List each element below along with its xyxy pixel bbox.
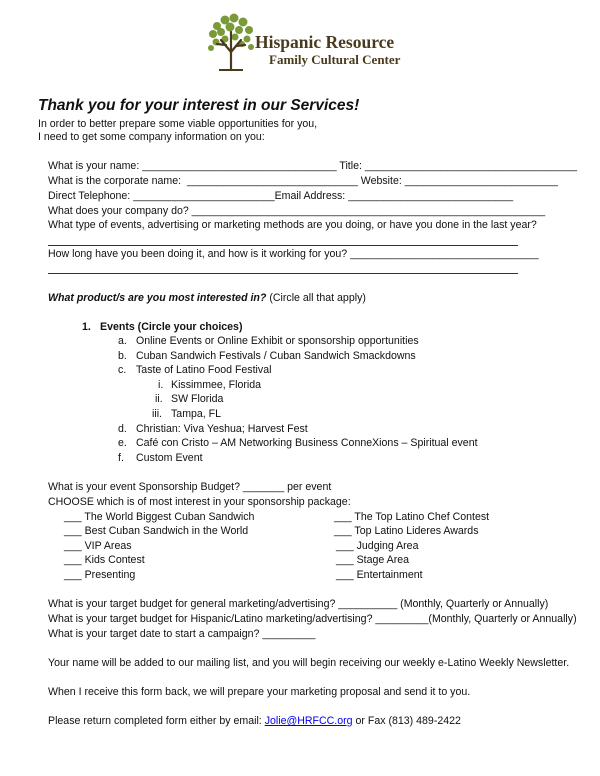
package-option[interactable]: ___ Top Latino Lideres Awards [334, 525, 479, 537]
event-option-tampa[interactable]: Tampa, FL [171, 408, 222, 420]
package-option[interactable]: ___ Judging Area [336, 540, 419, 552]
interest-note: (Circle all that apply) [266, 292, 366, 304]
phone-email-field[interactable]: Direct Telephone: ________________________Email Address: ____________________________ [48, 190, 514, 202]
events-answer-line[interactable] [48, 245, 518, 246]
logo-subtitle: Family Cultural Center [269, 52, 401, 67]
package-option[interactable]: ___ Best Cuban Sandwich in the World [64, 525, 249, 537]
events-question: What type of events, advertising or marketing methods are you doing, or have you done in the last year? [48, 219, 537, 231]
package-option[interactable]: ___ Kids Contest [64, 554, 145, 566]
package-option[interactable]: ___ Stage Area [336, 554, 410, 566]
event-option-taste-latino[interactable]: Taste of Latino Food Festival [136, 364, 272, 376]
event-option-christian[interactable]: Christian: Viva Yeshua; Harvest Fest [136, 423, 308, 435]
sponsorship-choose-label: CHOOSE which is of most interest in your sponsorship package: [48, 496, 351, 508]
return-prefix: Please return completed form either by email: [48, 715, 265, 727]
hispanic-budget-field[interactable]: What is your target budget for Hispanic/Latino marketing/advertising? _________(Monthly, Quarterly or Annually) [48, 613, 577, 625]
intro-line-2: I need to get some company information on you: [38, 131, 265, 143]
events-number: 1. [82, 321, 91, 333]
name-title-field[interactable]: What is your name: _________________________________ Title: ____________________________________ [48, 160, 577, 172]
event-marker-ii: ii. [155, 393, 163, 405]
package-option[interactable]: ___ Presenting [64, 569, 136, 581]
campaign-date-field[interactable]: What is your target date to start a campaign? _________ [48, 628, 316, 640]
event-marker-e: e. [118, 437, 127, 449]
event-option-cafe-con-cristo[interactable]: Café con Cristo – AM Networking Business ConneXions – Spiritual event [136, 437, 478, 449]
how-long-answer-line[interactable] [48, 273, 518, 274]
proposal-note: When I receive this form back, we will prepare your marketing proposal and send it to you. [48, 686, 471, 698]
event-option-online[interactable]: Online Events or Online Exhibit or sponsorship opportunities [136, 335, 419, 347]
event-marker-d: d. [118, 423, 127, 435]
event-marker-f: f. [118, 452, 124, 464]
event-marker-iii: iii. [152, 408, 163, 420]
sponsorship-budget-field[interactable]: What is your event Sponsorship Budget? _______ per event [48, 481, 332, 493]
tree-icon [205, 12, 257, 72]
event-option-sw-florida[interactable]: SW Florida [171, 393, 224, 405]
interest-question-text: What product/s are you most interested in? [48, 292, 267, 304]
event-marker-a: a. [118, 335, 127, 347]
package-option[interactable]: ___ The Top Latino Chef Contest [334, 511, 490, 523]
package-option[interactable]: ___ The World Biggest Cuban Sandwich [64, 511, 255, 523]
return-instructions [48, 715, 461, 728]
intro-line-1: In order to better prepare some viable opportunities for you, [38, 118, 318, 130]
page-title: Thank you for your interest in our Services! [38, 97, 360, 114]
how-long-field[interactable]: How long have you been doing it, and how is it working for you? ________________________________ [48, 248, 539, 260]
events-title: Events (Circle your choices) [100, 321, 243, 333]
logo [205, 12, 435, 74]
mailing-list-note: Your name will be added to our mailing list, and you will begin receiving our weekly e-Latino Weekly Newsletter. [48, 657, 570, 669]
event-option-cuban-sandwich[interactable]: Cuban Sandwich Festivals / Cuban Sandwich Smackdowns [136, 350, 416, 362]
corporate-website-field[interactable]: What is the corporate name: _____________________________ Website: __________________________ [48, 175, 558, 187]
event-option-custom[interactable]: Custom Event [136, 452, 203, 464]
general-budget-field[interactable]: What is your target budget for general marketing/advertising? __________ (Monthly, Quarterly or Annually) [48, 598, 549, 610]
email-link[interactable]: Jolie@HRFCC.org [264, 715, 353, 727]
return-suffix: or Fax (813) 489-2422 [352, 715, 461, 727]
interest-question [48, 292, 366, 305]
package-option[interactable]: ___ Entertainment [336, 569, 423, 581]
event-option-kissimmee[interactable]: Kissimmee, Florida [171, 379, 262, 391]
event-marker-b: b. [118, 350, 127, 362]
package-option[interactable]: ___ VIP Areas [64, 540, 132, 552]
event-marker-c: c. [118, 364, 127, 376]
company-description-field[interactable]: What does your company do? ____________________________________________________________ [48, 205, 546, 217]
event-marker-i: i. [158, 379, 164, 391]
logo-title: Hispanic Resource [255, 32, 395, 52]
